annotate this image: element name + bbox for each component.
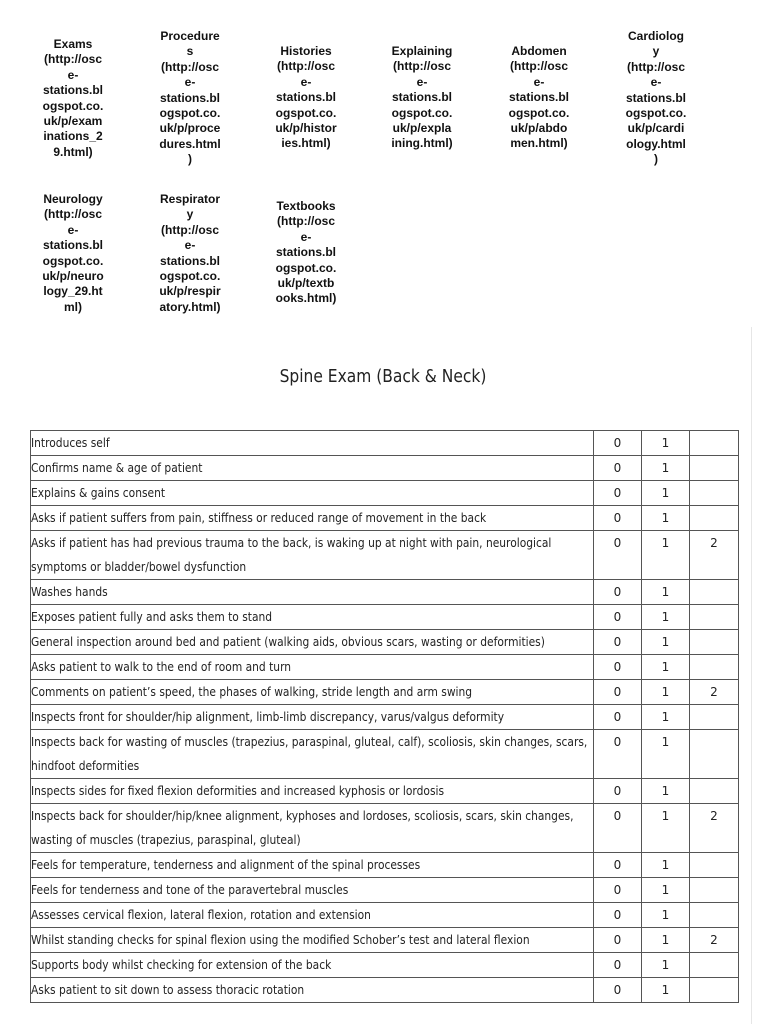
score-cell-1: 1 [642,481,690,506]
checklist-item-label: Asks patient to walk to the end of room and turn [31,660,292,674]
score-cell-1: 1 [642,531,690,580]
score-cell-1: 1 [642,953,690,978]
score-cell-0: 0 [594,705,642,730]
score-cell-0: 0 [594,878,642,903]
nav-link-abdomen[interactable]: Abdomen (http://osc e- stations.bl ogspot.co. uk/p/abdo men.html) [508,44,570,151]
score-cell-1: 1 [642,630,690,655]
score-cell-2 [690,481,739,506]
score-cell-0: 0 [594,928,642,953]
checklist-item-label: Inspects front for shoulder/hip alignment, limb-limb discrepancy, varus/valgus deformity [31,710,505,724]
score-cell-0: 0 [594,978,642,1003]
checklist-item-text [31,804,594,853]
score-cell-1: 1 [642,804,690,853]
score-cell-2 [690,431,739,456]
nav-link-textbooks[interactable]: Textbooks (http://osc e- stations.bl ogspot.co. uk/p/textb ooks.html) [275,199,337,306]
checklist-item-label: Asks if patient has had previous trauma to the back, is waking up at night with pain, neurological symptoms or bladder/bowel dysfunction [31,536,552,574]
score-cell-2 [690,978,739,1003]
score-cell-2 [690,605,739,630]
checklist-item-label: Feels for tenderness and tone of the paravertebral muscles [31,883,349,897]
score-cell-1: 1 [642,605,690,630]
nav-link-explaining[interactable]: Explaining (http://osc e- stations.bl ogspot.co. uk/p/expla ining.html) [391,44,453,151]
score-cell-1: 1 [642,779,690,804]
checklist-item-text [31,928,594,953]
table-row [31,680,739,705]
table-row [31,456,739,481]
checklist-item-label: Whilst standing checks for spinal flexion using the modified Schober’s test and lateral flexion [31,933,530,947]
nav-link-neurology[interactable]: Neurology (http://osc e- stations.bl ogspot.co. uk/p/neuro logy_29.ht ml) [42,192,104,314]
score-cell-0: 0 [594,953,642,978]
score-cell-0: 0 [594,481,642,506]
score-cell-2 [690,506,739,531]
checklist-item-label: Confirms name & age of patient [31,461,203,475]
table-row [31,605,739,630]
table-row [31,978,739,1003]
score-cell-1: 1 [642,853,690,878]
score-cell-2 [690,878,739,903]
nav-link-exams[interactable]: Exams (http://osc e- stations.bl ogspot.co. uk/p/exam inations_2 9.html) [42,37,104,159]
checklist-item-label: Comments on patient’s speed, the phases of walking, stride length and arm swing [31,685,473,699]
checklist-item-text [31,655,594,680]
score-cell-0: 0 [594,680,642,705]
checklist-item-text [31,456,594,481]
table-row [31,804,739,853]
checklist-item-text [31,730,594,779]
score-cell-1: 1 [642,878,690,903]
score-cell-2: 2 [690,531,739,580]
checklist-item-text [31,481,594,506]
checklist-item-text [31,580,594,605]
page-title: Spine Exam (Back & Neck) [279,366,487,387]
table-row [31,779,739,804]
table-row [31,903,739,928]
checklist-item-label: Assesses cervical flexion, lateral flexion, rotation and extension [31,908,371,922]
score-cell-2 [690,953,739,978]
table-row [31,630,739,655]
table-row [31,531,739,580]
checklist-item-text [31,605,594,630]
score-cell-2: 2 [690,680,739,705]
score-cell-2 [690,655,739,680]
nav-link-procedures[interactable]: Procedure s (http://osc e- stations.bl ogspot.co. uk/p/proce dures.html ) [159,29,221,167]
score-cell-0: 0 [594,779,642,804]
checklist-item-label: Supports body whilst checking for extension of the back [31,958,332,972]
score-cell-0: 0 [594,605,642,630]
score-cell-1: 1 [642,978,690,1003]
score-cell-2 [690,630,739,655]
score-cell-0: 0 [594,431,642,456]
score-cell-2 [690,730,739,779]
score-cell-2 [690,853,739,878]
checklist-item-text [31,978,594,1003]
checklist-item-label: Feels for temperature, tenderness and alignment of the spinal processes [31,858,421,872]
score-cell-1: 1 [642,680,690,705]
table-row [31,580,739,605]
score-cell-0: 0 [594,630,642,655]
checklist-item-text [31,630,594,655]
checklist-item-label: Explains & gains consent [31,486,166,500]
checklist-item-text [31,853,594,878]
checklist-item-text [31,705,594,730]
checklist-item-label: Washes hands [31,585,108,599]
checklist-item-text [31,779,594,804]
checklist-item-label: Inspects back for wasting of muscles (trapezius, paraspinal, gluteal, calf), scoliosis, skin changes, scars, hindfoot deformities [31,735,588,773]
checklist-item-label: Inspects sides for fixed flexion deformities and increased kyphosis or lordosis [31,784,445,798]
score-cell-0: 0 [594,804,642,853]
score-cell-1: 1 [642,655,690,680]
table-row [31,928,739,953]
checklist-item-text [31,953,594,978]
score-cell-1: 1 [642,705,690,730]
score-cell-1: 1 [642,456,690,481]
page-edge-divider [751,327,752,1024]
score-cell-0: 0 [594,853,642,878]
checklist-item-label: Asks patient to sit down to assess thoracic rotation [31,983,305,997]
table-row [31,431,739,456]
table-row [31,481,739,506]
checklist-item-text [31,878,594,903]
score-cell-0: 0 [594,730,642,779]
score-cell-1: 1 [642,506,690,531]
score-cell-1: 1 [642,580,690,605]
checklist-item-text [31,431,594,456]
table-row [31,878,739,903]
checklist-item-text [31,531,594,580]
table-row [31,655,739,680]
checklist-item-text [31,680,594,705]
osce-checklist-table [30,430,739,1003]
table-row [31,506,739,531]
score-cell-0: 0 [594,580,642,605]
nav-link-cardiology[interactable]: Cardiolog y (http://osc e- stations.bl ogspot.co. uk/p/cardi ology.html ) [625,29,687,167]
checklist-item-label: Asks if patient suffers from pain, stiffness or reduced range of movement in the back [31,511,487,525]
checklist-item-label: Exposes patient fully and asks them to stand [31,610,273,624]
table-row [31,953,739,978]
score-cell-1: 1 [642,431,690,456]
score-cell-2 [690,779,739,804]
score-cell-1: 1 [642,730,690,779]
score-cell-2 [690,456,739,481]
checklist-item-text [31,903,594,928]
score-cell-0: 0 [594,456,642,481]
score-cell-1: 1 [642,903,690,928]
score-cell-0: 0 [594,655,642,680]
checklist-item-label: Inspects back for shoulder/hip/knee alignment, kyphoses and lordoses, scoliosis, scars, skin changes, wasting of muscles (trapezius, paraspinal, gluteal) [31,809,574,847]
score-cell-2 [690,705,739,730]
score-cell-2 [690,580,739,605]
table-row [31,853,739,878]
score-cell-2 [690,903,739,928]
checklist-item-text [31,506,594,531]
score-cell-2: 2 [690,928,739,953]
score-cell-2: 2 [690,804,739,853]
score-cell-0: 0 [594,903,642,928]
checklist-item-label: Introduces self [31,436,110,450]
score-cell-1: 1 [642,928,690,953]
score-cell-0: 0 [594,531,642,580]
nav-link-respiratory[interactable]: Respirator y (http://osc e- stations.bl ogspot.co. uk/p/respir atory.html) [159,192,221,314]
table-row [31,705,739,730]
table-row [31,730,739,779]
nav-link-histories[interactable]: Histories (http://osc e- stations.bl ogspot.co. uk/p/histor ies.html) [275,44,337,151]
score-cell-0: 0 [594,506,642,531]
checklist-item-label: General inspection around bed and patient (walking aids, obvious scars, wasting or deformities) [31,635,545,649]
